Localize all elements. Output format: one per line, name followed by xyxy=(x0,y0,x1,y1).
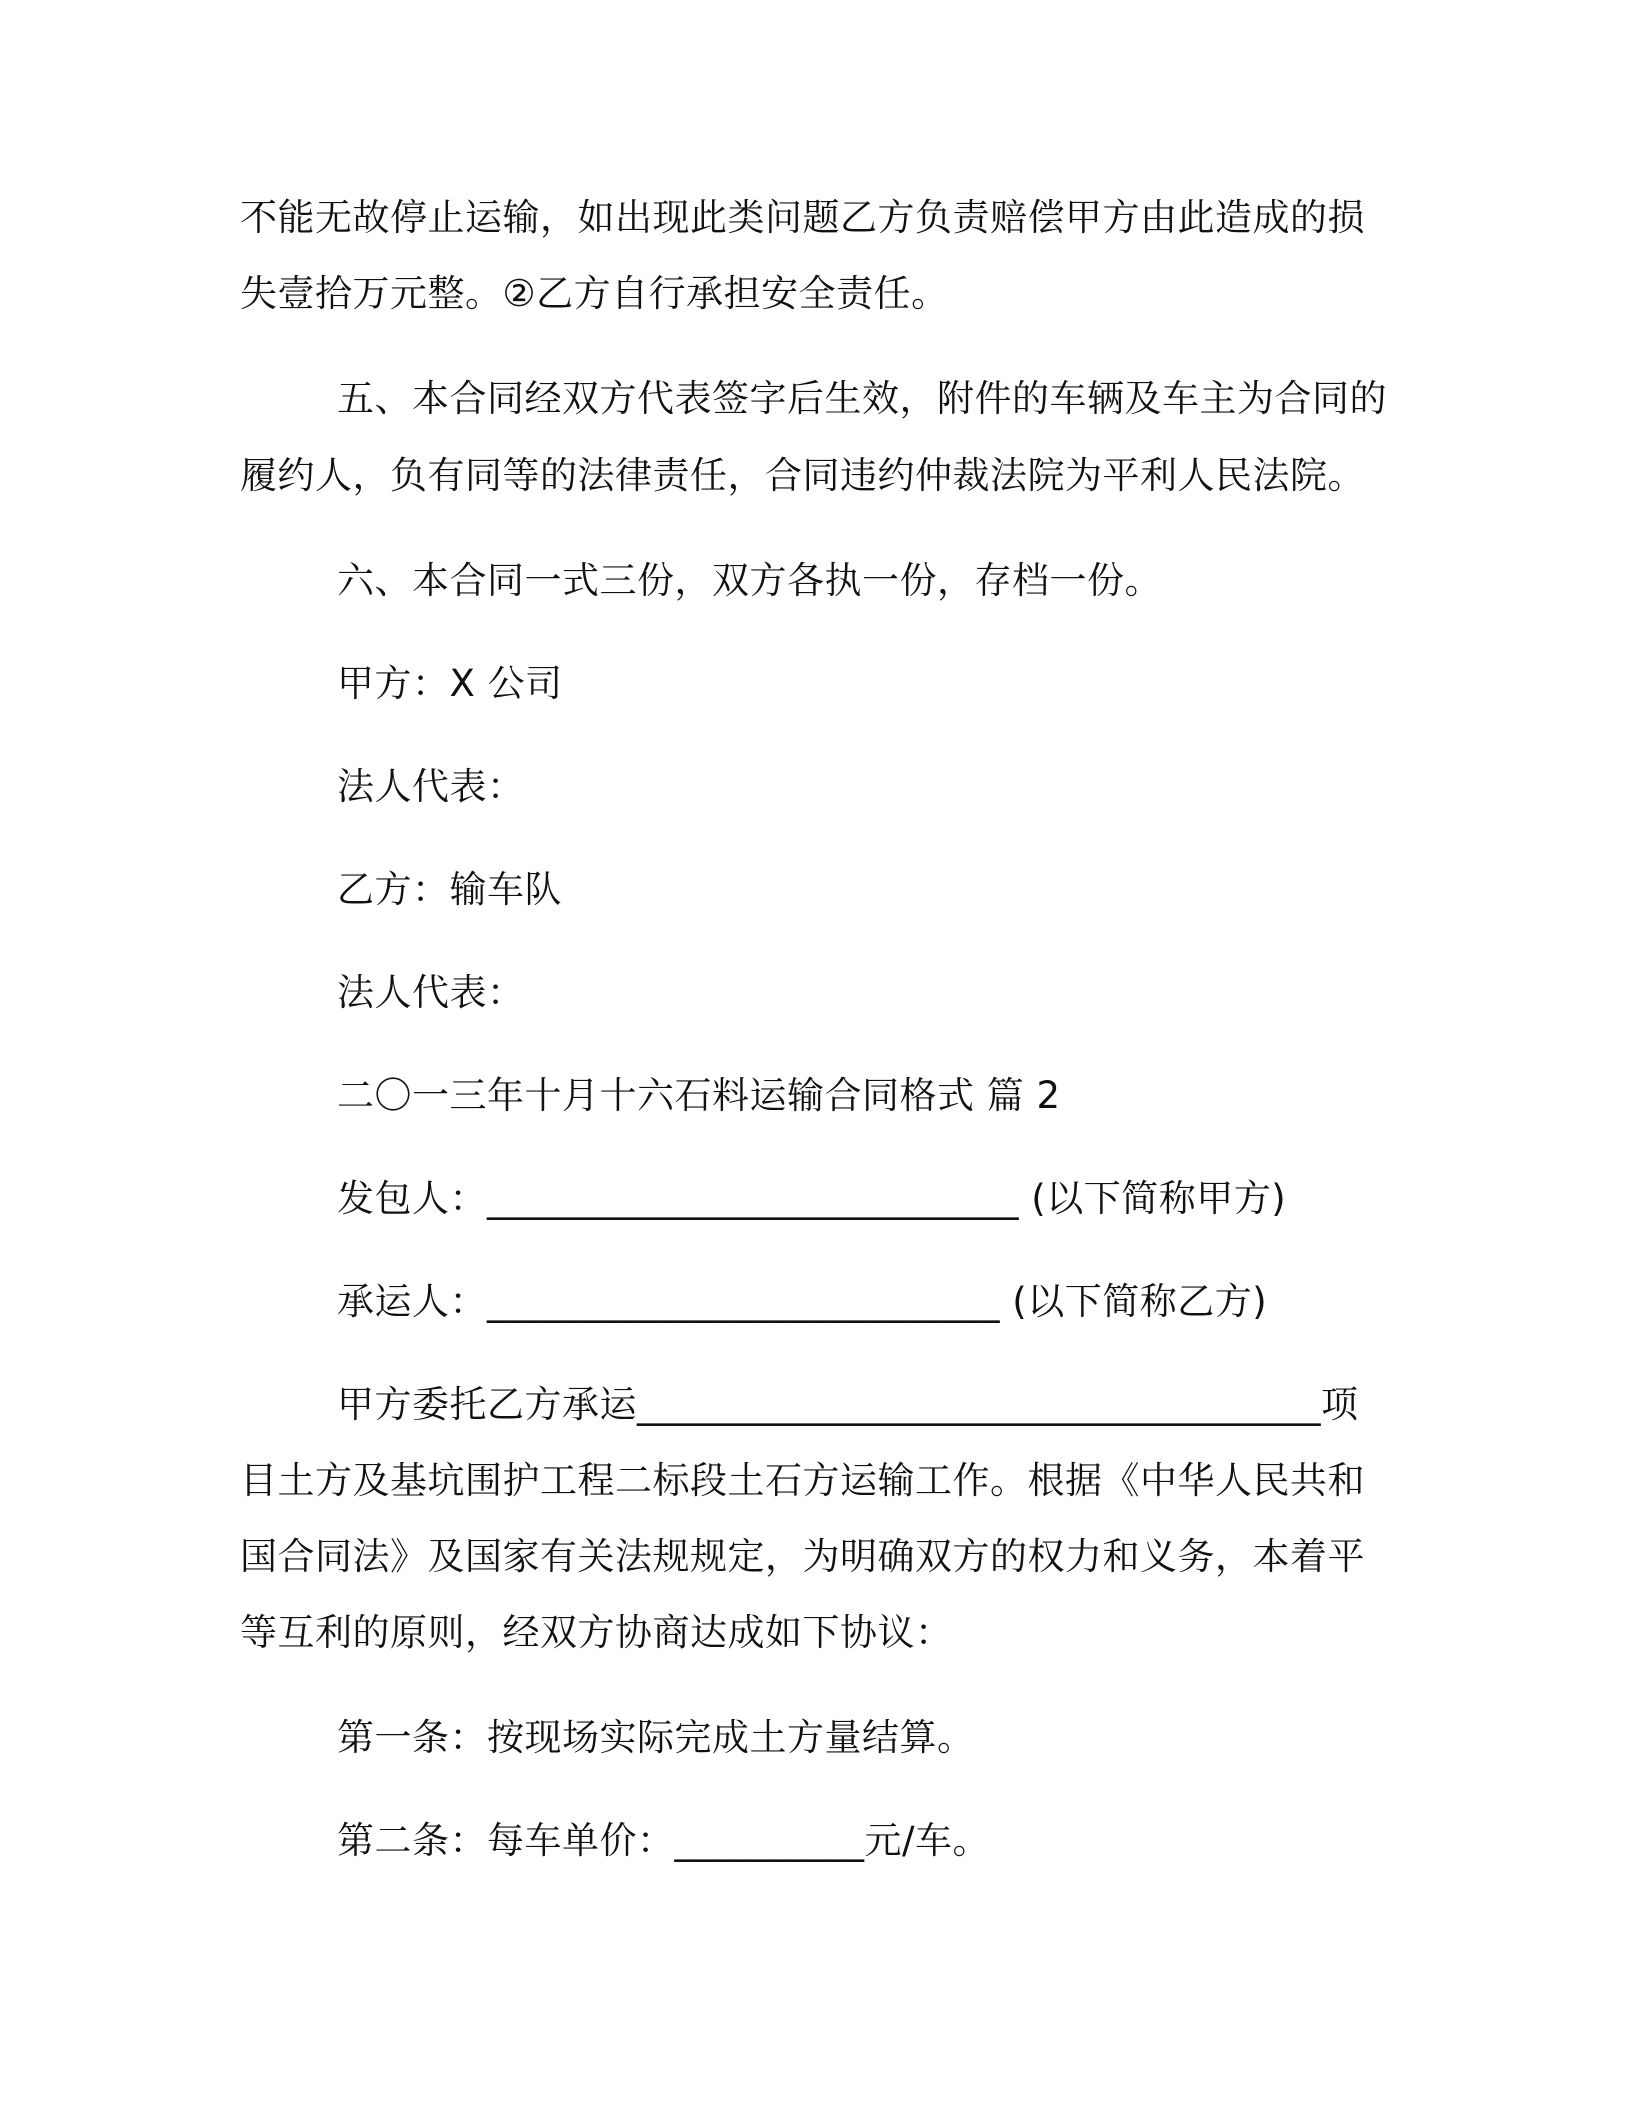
text-line: 失壹拾万元整。②乙方自行承担安全责任。 xyxy=(240,272,949,315)
text-line: 目土方及基坑围护工程二标段土石方运输工作。根据《中华人民共和 xyxy=(240,1459,1365,1502)
contractor-line: 发包人：____________________________ (以下简称甲方) xyxy=(337,1177,1287,1220)
section-heading: 二〇一三年十月十六石料运输合同格式 篇 2 xyxy=(337,1074,1061,1117)
text-line: 履约人，负有同等的法律责任，合同违约仲裁法院为平利人民法院。 xyxy=(240,454,1365,497)
carrier-line: 承运人：___________________________ (以下简称乙方) xyxy=(337,1280,1268,1323)
text-line: 六、本合同一式三份，双方各执一份，存档一份。 xyxy=(337,559,1162,602)
text-line: 不能无故停止运输，如出现此类问题乙方负责赔偿甲方由此造成的损 xyxy=(240,196,1365,239)
party-b-name: 乙方：输车队 xyxy=(337,868,562,911)
party-a-name: 甲方：X 公司 xyxy=(337,662,563,705)
article-two: 第二条：每车单价：__________元/车。 xyxy=(337,1819,990,1862)
text-line: 等互利的原则，经双方协商达成如下协议： xyxy=(240,1611,953,1654)
text-line: 甲方委托乙方承运____________________________________项 xyxy=(337,1383,1359,1426)
text-line: 国合同法》及国家有关法规规定，为明确双方的权力和义务，本着平 xyxy=(240,1535,1365,1578)
text-line: 五、本合同经双方代表签字后生效，附件的车辆及车主为合同的 xyxy=(337,377,1387,420)
article-one: 第一条：按现场实际完成土方量结算。 xyxy=(337,1716,975,1759)
legal-representative-label: 法人代表： xyxy=(337,765,525,808)
legal-representative-label: 法人代表： xyxy=(337,971,525,1014)
